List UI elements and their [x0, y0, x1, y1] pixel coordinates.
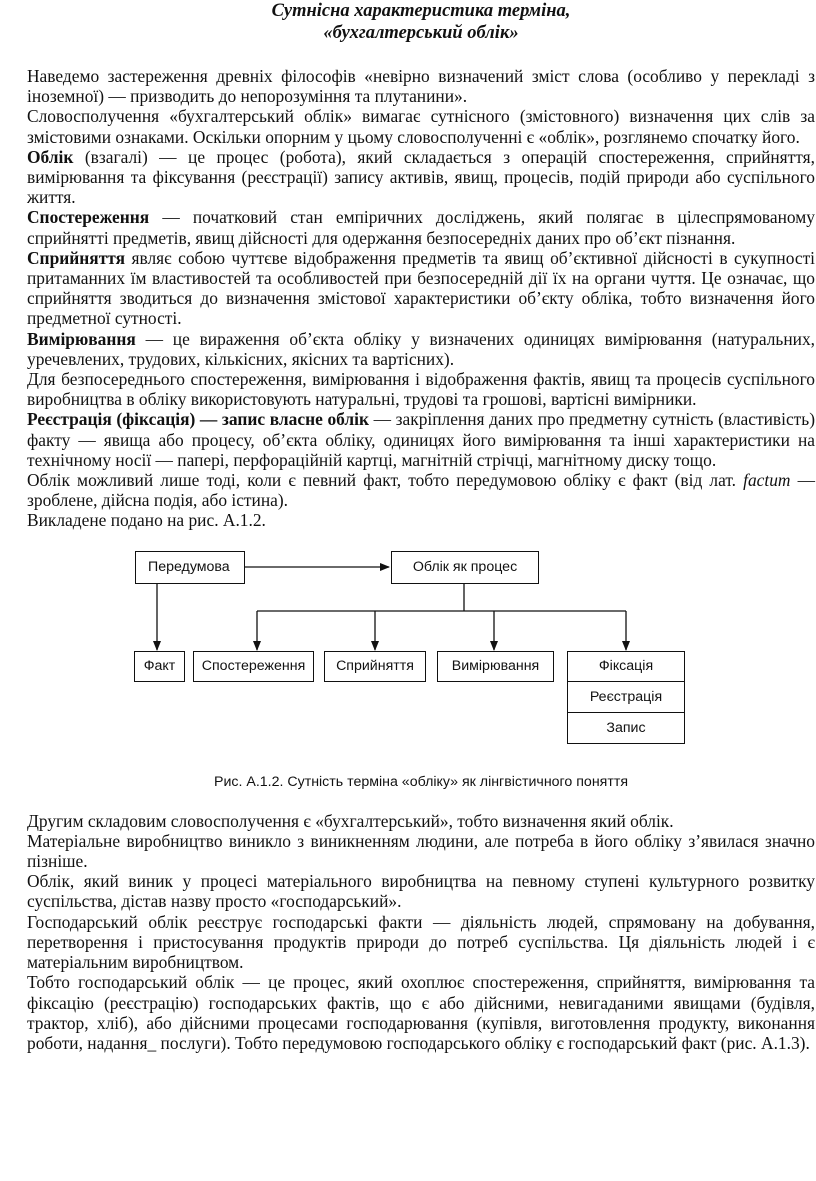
figure-a-1-2	[27, 531, 815, 771]
box-registration: Реєстрація	[567, 681, 685, 713]
box-fixation: Фіксація	[567, 651, 685, 682]
paragraph-4: Спостереження — початковий стан емпіричних досліджень, який полягає в цілеспрямованому сприйнятті предметів, явищ дійсності для одержання безпосередніх даних про об’єкт пізнання.	[27, 207, 815, 248]
box-observation: Спостереження	[193, 651, 314, 682]
box-accounting-process: Облік як процес	[391, 551, 539, 584]
body-text-top	[27, 66, 815, 531]
box-premise: Передумова	[135, 551, 245, 584]
box-measurement: Вимірювання	[437, 651, 554, 682]
figure-caption: Рис. А.1.2. Сутність терміна «обліку» як лінгвістичного поняття	[213, 773, 629, 790]
term-registration: Реєстрація (фіксація) — запис власне облік	[27, 409, 370, 430]
title-line-1: Сутнісна характеристика терміна,	[271, 1, 571, 21]
paragraph-12: Матеріальне виробництво виникло з виникненням людини, але потреба в його обліку з’явилася значно пізніше.	[27, 830, 815, 872]
term-observation: Спостереження	[27, 207, 150, 228]
paragraph-14: Господарський облік реєструє господарські факти — діяльність людей, спрямовану на добування, перетворення і пристосування продуктів природи до потреб суспільства. Ця діяльність людей і є матеріальним виробництвом.	[27, 911, 815, 973]
paragraph-9: Облік можливий лише тоді, коли є певний факт, тобто передумовою обліку є факт (від лат. factum — зроблене, дійсна подія, або істина).	[27, 470, 816, 511]
document-page	[27, 0, 815, 1053]
title-line-2: «бухгалтерський облік»	[323, 23, 519, 43]
term-oblik: Облік	[27, 146, 74, 167]
box-record: Запис	[567, 712, 685, 744]
paragraph-8: Реєстрація (фіксація) — запис власне облік — закріплення даних про предметну сутність (властивість) факту — явища або процесу, об’єкта обліку, одиницях його вимірювання та інші характеристики на технічному носії — папері, перфораційній картці, магнітній стрічці, магнітному диску тощо.	[27, 409, 815, 470]
term-factum: factum	[743, 470, 791, 491]
box-fact: Факт	[134, 651, 185, 682]
paragraph-11: Другим складовим словосполучення є «бухгалтерський», тобто визначення який облік.	[27, 810, 674, 831]
term-perception: Сприйняття	[27, 247, 125, 268]
paragraph-10: Викладене подано на рис. А.1.2.	[27, 510, 266, 531]
paragraph-15: Тобто господарський облік — це процес, який охоплює спостереження, сприйняття, вимірювання та фіксацію (реєстрацію) господарських фактів, що є або дійсними, невигаданими явищами (будівля, трактор, хліб), або дійсними процесами господарювання (купівля, виготовлення продукту, виконання роботи, надання_ послуги). Тобто передумовою господарського обліку є господарський факт (рис. А.1.3).	[27, 972, 815, 1053]
document-title	[27, 0, 815, 44]
paragraph-7: Для безпосереднього спостереження, вимірювання і відображення фактів, явищ та процесів суспільного виробництва в обліку використовують натуральні, трудові та грошові, вартісні вимірники.	[27, 369, 815, 410]
paragraph-3: Облік (взагалі) — це процес (робота), який складається з операцій спостереження, сприйняття, вимірювання та фіксування (реєстрації) запису активів, явищ, процесів, подій природи або суспільного життя.	[27, 146, 815, 208]
paragraph-13: Облік, який виник у процесі матеріального виробництва на певному ступені культурного розвитку суспільства, дістав назву просто «господарський».	[27, 871, 815, 912]
paragraph-6: Вимірювання — це вираження об’єкта обліку у визначених одиницях вимірювання (натуральних, уречевлених, трудових, кількісних, якісних та вартісних).	[27, 328, 815, 369]
body-text-bottom	[27, 811, 815, 1053]
paragraph-5: Сприйняття являє собою чуттєве відображення предметів та явищ об’єктивної дійсності в сукупності притаманних їм властивостей та особливостей при безпосередній дії їх на органи чуття. Це означає, що сприйняття зводиться до визначення змістової характеристики об’єкту обліка, тобто визначення його предметної сутності.	[27, 247, 815, 329]
box-perception: Сприйняття	[324, 651, 426, 682]
term-measurement: Вимірювання	[27, 328, 136, 349]
paragraph-1: Наведемо застереження древніх філософів «невірно визначений зміст слова (особливо у перекладі з іноземної) — призводить до непорозуміння та плутанини».	[27, 66, 815, 107]
paragraph-2: Словосполучення «бухгалтерський облік» вимагає сутнісного (змістовного) визначення цих слів за змістовими ознаками. Оскільки опорним у цьому словосполученні є «облік», розглянемо спочатку його.	[27, 106, 815, 147]
